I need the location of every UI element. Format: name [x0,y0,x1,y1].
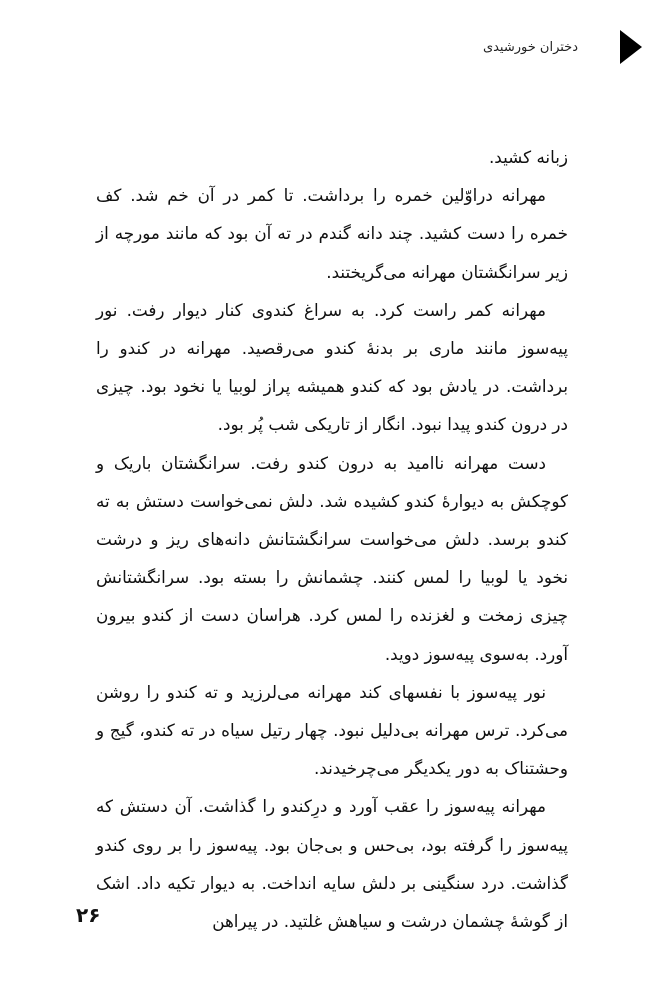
paragraph: نور پیه‌سوز با نفسهای کند مهرانه می‌لرزید و ته کندو را روشن می‌کرد. ترس مهرانه بی‌دلیل نبود. چهار رتیل سیاه در ته کندو، گیج و وحشتناک به دور یکدیگر می‌چرخیدند. [96,681,568,779]
page-number: ۲۶ [76,903,101,927]
body-text [96,138,568,940]
paragraph: مهرانه دراوّلین خمره را برداشت. تا کمر در آن خم شد. کف خمره را دست کشید. چند دانه گندم در ته آن بود که مانند مورچه از زیر سرانگشتان مهرانه می‌گریختند. [96,185,568,282]
paragraph: مهرانه پیه‌سوز را عقب آورد و درِکندو را گذاشت. آن دستش که پیه‌سوز را گرفته بود، بی‌حس و بی‌جان بود. پیه‌سوز را بر روی کندو گذاشت. درد سنگینی بر دلش سایه انداخت. به دیوار تکیه داد. اشک از گوشهٔ چشمان درشت و سیاهش غلتید. در پیراهن [96,796,568,932]
paragraph: مهرانه کمر راست کرد. به سراغ کندوی کنار دیوار رفت. نور پیه‌سوز مانند ماری بر بدنهٔ کندو می‌رقصید. مهرانه در کندو را برداشت. در یادش بود که کندو همیشه پراز لوبیا یا نخود بود. چیزی در درون کندو پیدا نبود. انگار از تاریکی شب پُر بود. [96,299,568,435]
running-title: دختران خورشیدی [482,39,578,55]
paragraph: زبانه کشید. [488,147,568,167]
black-triangle-icon [620,30,642,64]
paragraph: دست مهرانه ناامید به درون کندو رفت. سرانگشتان باریک و کوچکش به دیوارهٔ کندو کشیده شد. دلش نمی‌خواست دستش به ته کندو برسد. دلش می‌خواست سرانگشتانش دانه‌های ریز و درشت نخود یا لوبیا را لمس کنند. چشمانش را بسته بود. سرانگشتانش چیزی زمخت و لغزنده را لمس کرد. هراسان دست از کندو بیرون آورد. به‌سوی پیه‌سوز دوید. [96,452,568,664]
page-header [483,30,578,64]
